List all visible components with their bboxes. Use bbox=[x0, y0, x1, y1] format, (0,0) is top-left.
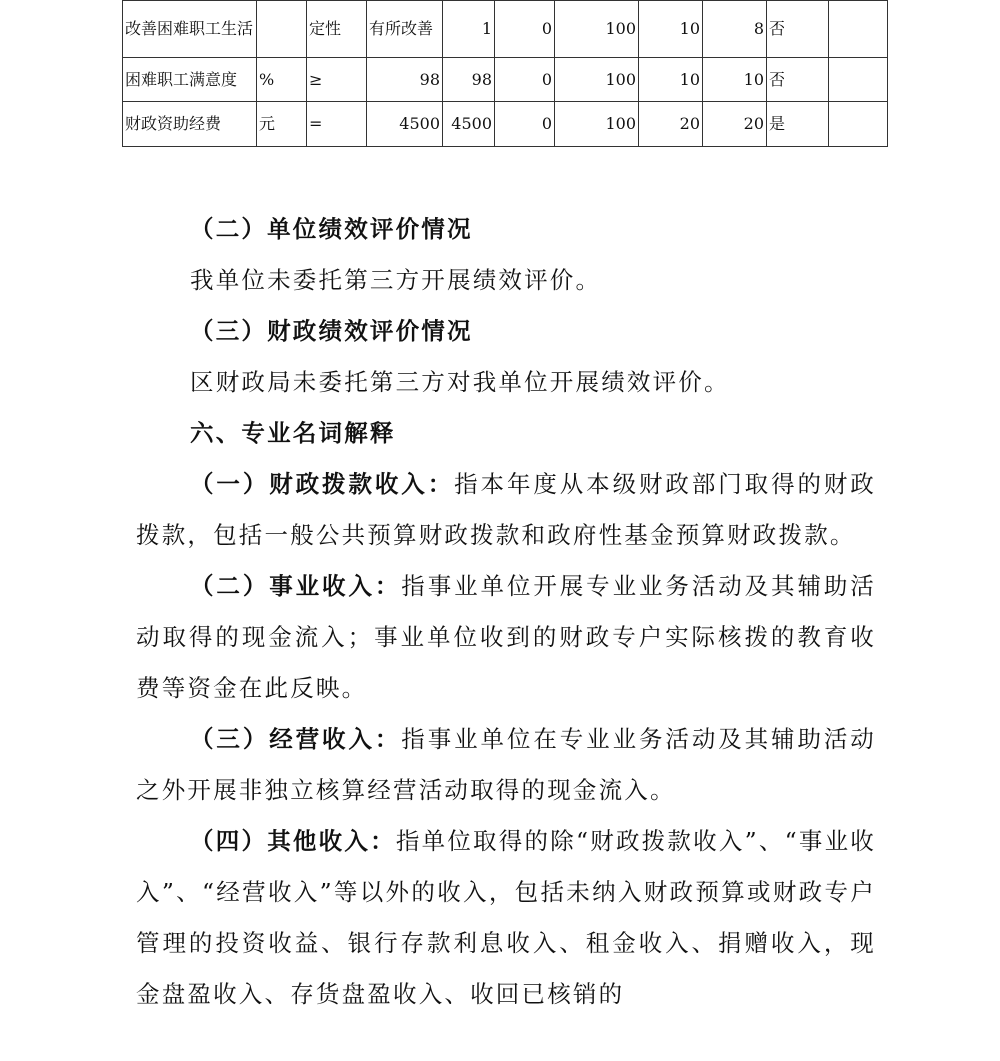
glossary-term: （二）事业收入： bbox=[190, 572, 402, 600]
deviation-cell: 0 bbox=[495, 58, 555, 102]
glossary-definition: 指本年度从本级财政部门取得的财政拨款，包括一般公共预算财政拨款和政府性基金预算财政拨款。 bbox=[136, 470, 877, 549]
fiscal-evaluation-text: 区财政局未委托第三方对我单位开展绩效评价。 bbox=[190, 368, 730, 396]
core-indicator-cell: 是 bbox=[767, 102, 829, 147]
weight-cell: 10 bbox=[639, 1, 703, 58]
deviation-cell: 0 bbox=[495, 102, 555, 147]
remark-cell bbox=[829, 102, 888, 147]
glossary-item-operating-income bbox=[136, 714, 876, 816]
core-indicator-cell: 否 bbox=[767, 1, 829, 58]
performance-indicator-table bbox=[122, 0, 888, 147]
completion-rate-cell: 100 bbox=[555, 1, 639, 58]
remark-cell bbox=[829, 58, 888, 102]
fiscal-evaluation-heading: （三）财政绩效评价情况 bbox=[190, 317, 473, 345]
score-cell: 20 bbox=[703, 102, 767, 147]
operator-cell: = bbox=[307, 102, 367, 147]
unit-evaluation-text: 我单位未委托第三方开展绩效评价。 bbox=[190, 266, 602, 294]
glossary-item-fiscal-appropriation bbox=[136, 459, 876, 561]
glossary-term: （一）财政拨款收入： bbox=[190, 470, 455, 498]
document-body bbox=[136, 204, 876, 1020]
core-indicator-cell: 否 bbox=[767, 58, 829, 102]
glossary-item-other-income bbox=[136, 816, 876, 1020]
target-value-cell: 有所改善 bbox=[367, 1, 443, 58]
completion-rate-cell: 100 bbox=[555, 102, 639, 147]
glossary-definition: 指单位取得的除“财政拨款收入”、“事业收入”、“经营收入”等以外的收入，包括未纳入财政预算或财政专户管理的投资收益、银行存款利息收入、租金收入、捐赠收入，现金盘盈收入、存货盘盈收入、收回已核销的 bbox=[136, 827, 876, 1008]
table-row bbox=[123, 102, 888, 147]
table-row bbox=[123, 58, 888, 102]
glossary-definition: 指事业单位开展专业业务活动及其辅助活动取得的现金流入；事业单位收到的财政专户实际核拨的教育收费等资金在此反映。 bbox=[136, 572, 876, 702]
weight-cell: 20 bbox=[639, 102, 703, 147]
operator-cell: 定性 bbox=[307, 1, 367, 58]
glossary-term: （三）经营收入： bbox=[190, 725, 402, 753]
target-value-cell: 98 bbox=[367, 58, 443, 102]
score-cell: 10 bbox=[703, 58, 767, 102]
score-cell: 8 bbox=[703, 1, 767, 58]
unit-cell: 元 bbox=[257, 102, 307, 147]
indicator-name-cell: 改善困难职工生活 bbox=[123, 1, 257, 58]
actual-value-cell: 98 bbox=[443, 58, 495, 102]
deviation-cell: 0 bbox=[495, 1, 555, 58]
unit-evaluation-heading: （二）单位绩效评价情况 bbox=[190, 215, 473, 243]
actual-value-cell: 4500 bbox=[443, 102, 495, 147]
glossary-definition: 指事业单位在专业业务活动及其辅助活动之外开展非独立核算经营活动取得的现金流入。 bbox=[136, 725, 876, 804]
actual-value-cell: 1 bbox=[443, 1, 495, 58]
table-row bbox=[123, 1, 888, 58]
unit-cell: % bbox=[257, 58, 307, 102]
weight-cell: 10 bbox=[639, 58, 703, 102]
target-value-cell: 4500 bbox=[367, 102, 443, 147]
indicator-name-cell: 财政资助经费 bbox=[123, 102, 257, 147]
indicator-name-cell: 困难职工满意度 bbox=[123, 58, 257, 102]
glossary-item-business-income bbox=[136, 561, 876, 714]
remark-cell bbox=[829, 1, 888, 58]
unit-cell bbox=[257, 1, 307, 58]
completion-rate-cell: 100 bbox=[555, 58, 639, 102]
glossary-term: （四）其他收入： bbox=[190, 827, 396, 855]
glossary-heading: 六、专业名词解释 bbox=[190, 419, 396, 447]
operator-cell: ≥ bbox=[307, 58, 367, 102]
